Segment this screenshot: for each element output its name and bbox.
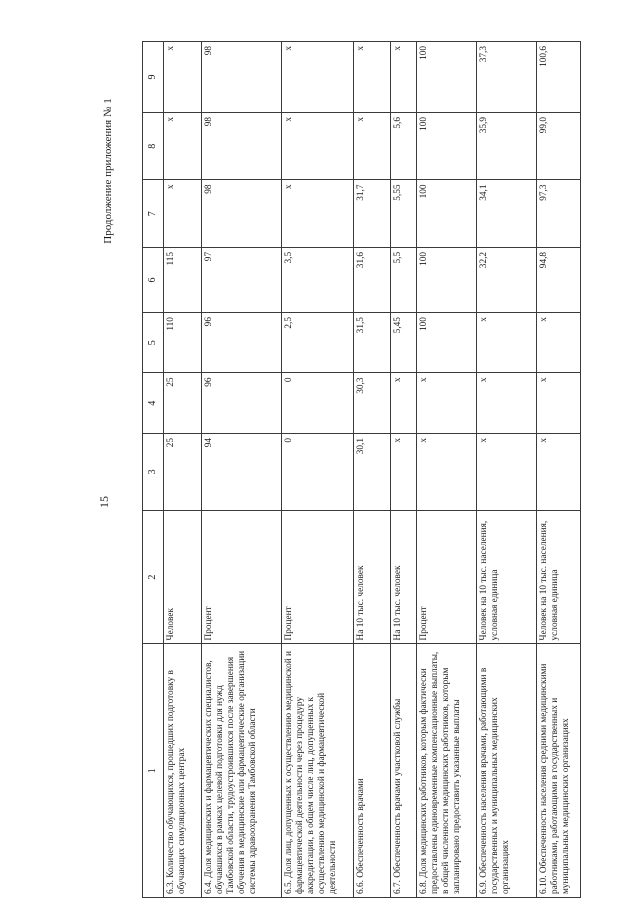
value-cell: 25 <box>164 433 202 510</box>
value-cell: 2,5 <box>282 313 354 373</box>
value-cell: 30,1 <box>354 433 391 510</box>
value-cell: 0 <box>282 433 354 510</box>
value-cell: х <box>537 373 581 433</box>
column-header: 3 <box>143 433 164 510</box>
table-row <box>537 42 581 898</box>
column-header: 5 <box>143 313 164 373</box>
value-cell: х <box>354 113 391 180</box>
table-row <box>391 42 417 898</box>
value-cell: 30,3 <box>354 373 391 433</box>
value-cell: 3,5 <box>282 247 354 312</box>
value-cell: 98 <box>202 113 282 180</box>
value-cell: 31,6 <box>354 247 391 312</box>
unit-cell: Процент <box>417 510 477 644</box>
appendix-caption: Продолжение приложения № 1 <box>102 98 114 244</box>
unit-cell: Человек на 10 тыс. населения, условная единица <box>477 510 537 644</box>
value-cell: 5,55 <box>391 180 417 247</box>
rotated-table-container <box>142 41 571 898</box>
value-cell: 110 <box>164 313 202 373</box>
unit-cell: Процент <box>282 510 354 644</box>
value-cell: 34,1 <box>477 180 537 247</box>
value-cell: х <box>391 433 417 510</box>
value-cell: 5,45 <box>391 313 417 373</box>
value-cell: 94 <box>202 433 282 510</box>
value-cell: х <box>417 373 477 433</box>
indicator-cell: 6.3. Количество обучающихся, прошедших подготовку в обучающих симуляционных центрах <box>164 644 202 898</box>
value-cell: 100,6 <box>537 42 581 113</box>
indicator-cell: 6.8. Доля медицинских работников, которым фактически предоставлены единовременные компенсационные выплаты, в общей численности медицинских работников, которым запланировано предоставить указанные выплаты <box>417 644 477 898</box>
value-cell: х <box>282 42 354 113</box>
column-header: 4 <box>143 373 164 433</box>
value-cell: 98 <box>202 180 282 247</box>
unit-cell: Человек на 10 тыс. населения, условная единица <box>537 510 581 644</box>
page-number: 15 <box>97 496 111 508</box>
value-cell: 25 <box>164 373 202 433</box>
column-header: 7 <box>143 180 164 247</box>
indicators-table <box>142 41 581 898</box>
value-cell: 37,3 <box>477 42 537 113</box>
value-cell: х <box>477 313 537 373</box>
indicator-cell: 6.10. Обеспеченность населения средними медицинскими работниками, работающими в государственных и муниципальных медицинских организациях <box>537 644 581 898</box>
value-cell: 0 <box>282 373 354 433</box>
value-cell: 97,3 <box>537 180 581 247</box>
table-row <box>164 42 202 898</box>
value-cell: 98 <box>202 42 282 113</box>
column-header: 2 <box>143 510 164 644</box>
indicator-cell: 6.5. Доля лиц, допущенных к осуществлению медицинской и фармацевтической деятельности через процедуру аккредитации, в общем числе лиц, допущенных к осуществлению медицинской и фармацевтической деятельности <box>282 644 354 898</box>
table-row <box>417 42 477 898</box>
value-cell: х <box>164 180 202 247</box>
value-cell: 100 <box>417 180 477 247</box>
column-header: 9 <box>143 42 164 113</box>
table-row <box>477 42 537 898</box>
unit-cell: На 10 тыс. человек <box>391 510 417 644</box>
value-cell: х <box>477 373 537 433</box>
value-cell: 94,8 <box>537 247 581 312</box>
value-cell: х <box>417 433 477 510</box>
value-cell: х <box>477 433 537 510</box>
value-cell: 97 <box>202 247 282 312</box>
column-header-row <box>143 42 164 898</box>
value-cell: х <box>282 180 354 247</box>
indicator-cell: 6.7. Обеспеченность врачами участковой службы <box>391 644 417 898</box>
unit-cell: На 10 тыс. человек <box>354 510 391 644</box>
indicator-cell: 6.6. Обеспеченность врачами <box>354 644 391 898</box>
value-cell: 115 <box>164 247 202 312</box>
value-cell: х <box>164 113 202 180</box>
value-cell: 96 <box>202 313 282 373</box>
value-cell: х <box>537 433 581 510</box>
value-cell: х <box>164 42 202 113</box>
table-row <box>202 42 282 898</box>
value-cell: 32,2 <box>477 247 537 312</box>
unit-cell: Человек <box>164 510 202 644</box>
value-cell: 31,5 <box>354 313 391 373</box>
value-cell: х <box>537 313 581 373</box>
value-cell: 99,0 <box>537 113 581 180</box>
column-header: 1 <box>143 644 164 898</box>
value-cell: х <box>391 373 417 433</box>
value-cell: 31,7 <box>354 180 391 247</box>
column-header: 6 <box>143 247 164 312</box>
value-cell: 96 <box>202 373 282 433</box>
value-cell: х <box>391 42 417 113</box>
value-cell: 35,9 <box>477 113 537 180</box>
value-cell: х <box>282 113 354 180</box>
table-row <box>282 42 354 898</box>
value-cell: 100 <box>417 42 477 113</box>
indicator-cell: 6.9. Обеспеченность населения врачами, работающими в государственных и муниципальных медицинских организациях <box>477 644 537 898</box>
indicator-cell: 6.4. Доля медицинских и фармацевтических специалистов, обучавшихся в рамках целевой подготовки для нужд Тамбовской области, трудоустроившихся после завершения обучения в медицинские или фармацевтические организации системы здравоохранения Тамбовской области <box>202 644 282 898</box>
value-cell: х <box>354 42 391 113</box>
value-cell: 5,5 <box>391 247 417 312</box>
value-cell: 100 <box>417 247 477 312</box>
value-cell: 100 <box>417 313 477 373</box>
column-header: 8 <box>143 113 164 180</box>
table-row <box>354 42 391 898</box>
value-cell: 100 <box>417 113 477 180</box>
value-cell: 5,6 <box>391 113 417 180</box>
unit-cell: Процент <box>202 510 282 644</box>
